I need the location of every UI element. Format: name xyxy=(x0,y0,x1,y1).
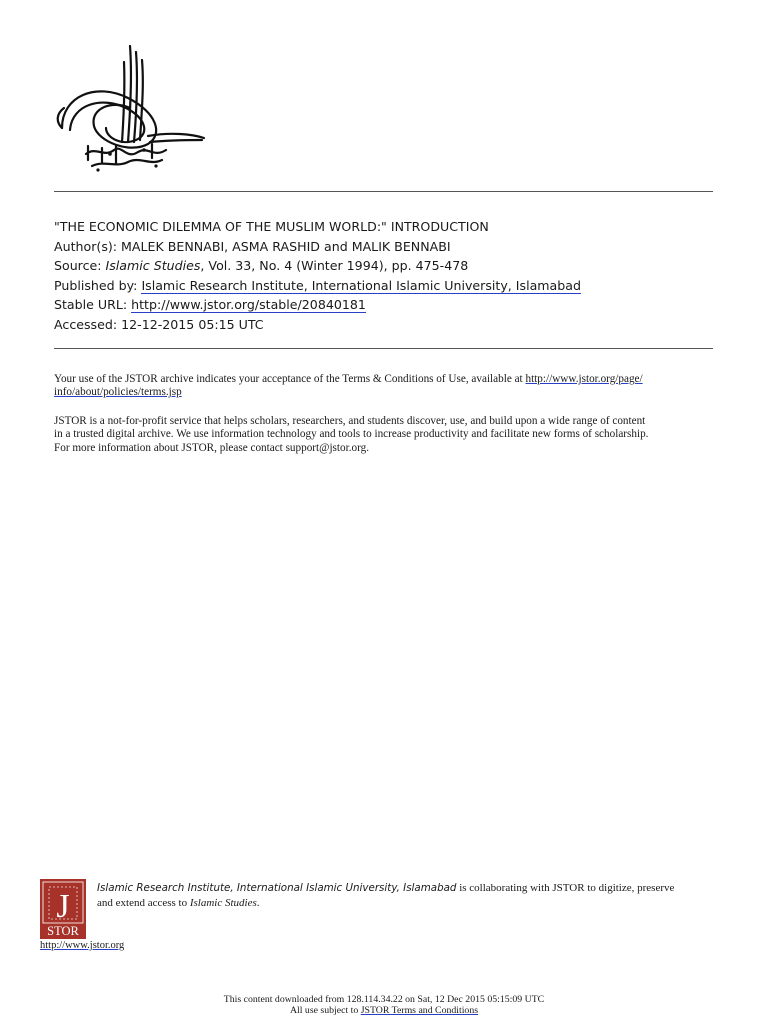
article-metadata xyxy=(54,217,734,334)
about-line-1: JSTOR is a not-for-profit service that helps scholars, researchers, and students discover, use, and build upon a wide range of content xyxy=(54,415,646,427)
collab-end: . xyxy=(256,897,260,909)
calligraphy-logo xyxy=(52,42,208,174)
terms-footer xyxy=(0,1005,768,1016)
accessed-label: Accessed: xyxy=(54,316,118,332)
source-line xyxy=(54,256,734,276)
terms-notice xyxy=(54,373,720,400)
terms-footer-prefix: All use subject to xyxy=(289,1005,361,1016)
terms-link[interactable]: http://www.jstor.org/page/ xyxy=(525,373,643,385)
accessed-line xyxy=(54,315,734,335)
collab-journal: Islamic Studies xyxy=(189,897,257,909)
jstor-logo-letter: J xyxy=(56,888,70,925)
source-details: , Vol. 33, No. 4 (Winter 1994), pp. 475-478 xyxy=(200,258,469,273)
publisher-line xyxy=(54,276,734,296)
collab-publisher: Islamic Research Institute, International Islamic University, Islamabad xyxy=(97,882,457,894)
metadata-divider xyxy=(54,348,713,349)
stable-url-link[interactable]: http://www.jstor.org/stable/20840181 xyxy=(131,297,366,312)
accessed-date: 12-12-2015 05:15 UTC xyxy=(121,316,264,332)
terms-footer-link[interactable]: JSTOR Terms and Conditions xyxy=(360,1005,479,1016)
authors-line xyxy=(54,237,734,257)
published-label: Published by: xyxy=(54,277,138,293)
stable-url-label: Stable URL: xyxy=(54,297,128,312)
collab-text-2: and extend access to xyxy=(97,897,190,909)
source-label: Source: xyxy=(54,258,102,273)
about-line-2: in a trusted digital archive. We use information technology and tools to increase productivity and facilitate new forms of scholarship. xyxy=(54,428,649,441)
authors-label: Author(s): xyxy=(54,238,118,254)
jstor-home-link[interactable]: http://www.jstor.org xyxy=(40,940,125,951)
about-line-3: For more information about JSTOR, please contact support@jstor.org. xyxy=(54,441,370,454)
jstor-about xyxy=(54,415,720,455)
stable-url-line xyxy=(54,295,734,315)
collaboration-notice xyxy=(97,881,722,911)
download-notice: This content downloaded from 128.114.34.22 on Sat, 12 Dec 2015 05:15:09 UTC xyxy=(223,994,545,1005)
publisher-link[interactable]: Islamic Research Institute, International Islamic University, Islamabad xyxy=(141,277,581,293)
journal-name: Islamic Studies xyxy=(105,258,201,273)
header-divider xyxy=(54,191,713,192)
jstor-logo[interactable] xyxy=(40,879,86,939)
article-title: "THE ECONOMIC DILEMMA OF THE MUSLIM WORLD:" INTRODUCTION xyxy=(54,219,489,234)
collab-text-1: is collaborating with JSTOR to digitize, preserve xyxy=(456,882,675,894)
jstor-logo-word: STOR xyxy=(47,924,79,938)
terms-text: Your use of the JSTOR archive indicates your acceptance of the Terms & Conditions of Use, available at xyxy=(54,373,523,385)
authors: MALEK BENNABI, ASMA RASHID and MALIK BENNABI xyxy=(121,238,451,254)
terms-link-continued[interactable]: info/about/policies/terms.jsp xyxy=(54,386,182,399)
